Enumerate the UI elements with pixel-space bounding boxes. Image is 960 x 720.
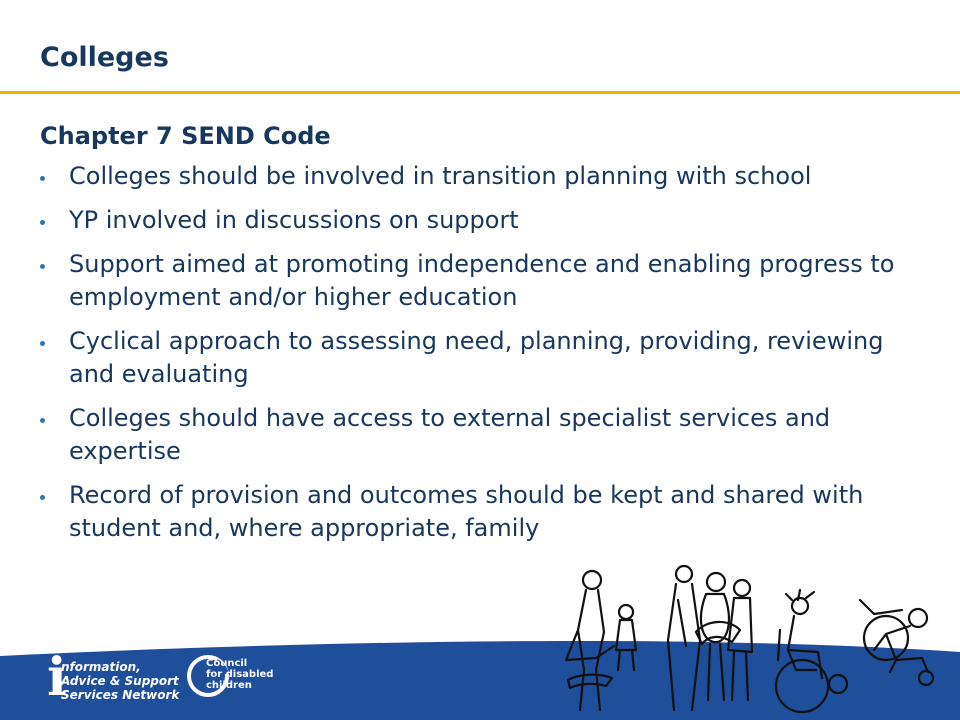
- section-heading: Chapter 7 SEND Code: [40, 122, 331, 150]
- logo-cdc-line: children: [206, 680, 252, 691]
- logo-ias-line: Services Network: [61, 688, 180, 702]
- slide-body: [40, 122, 920, 556]
- bullet-text: YP involved in discussions on support: [69, 206, 519, 234]
- title-divider: [0, 91, 960, 94]
- logo-cdc-line: for disabled: [206, 669, 274, 680]
- bullet-icon: [40, 220, 45, 225]
- bullet-text: Support aimed at promoting independence and enabling progress to employment and/or higher education: [69, 250, 895, 311]
- bullet-text: Record of provision and outcomes should be kept and shared with student and, where appropriate, family: [69, 481, 864, 542]
- people-illustration: [556, 560, 946, 720]
- bullet-icon: [40, 341, 45, 346]
- info-i-icon: i: [47, 647, 67, 708]
- bullet-item: [40, 325, 920, 391]
- bullet-item: [40, 204, 920, 237]
- bullet-text: Colleges should have access to external specialist services and expertise: [69, 404, 831, 465]
- bullet-icon: [40, 495, 45, 500]
- slide-title: Colleges: [40, 42, 169, 73]
- bullet-item: [40, 402, 920, 468]
- bullet-text: Cyclical approach to assessing need, planning, providing, reviewing and evaluating: [69, 327, 884, 388]
- bullet-item: [40, 479, 920, 545]
- bullet-icon: [40, 264, 45, 269]
- bullet-icon: [40, 418, 45, 423]
- bullet-item: [40, 248, 920, 314]
- bullet-list: [40, 160, 920, 545]
- bullet-text: Colleges should be involved in transition planning with school: [69, 162, 812, 190]
- logo-ias-line: Advice & Support: [61, 674, 179, 688]
- logo-ias-line: nformation,: [61, 660, 141, 674]
- bullet-item: [40, 160, 920, 193]
- bullet-icon: [40, 176, 45, 181]
- logo-cdc-line: Council: [206, 658, 248, 669]
